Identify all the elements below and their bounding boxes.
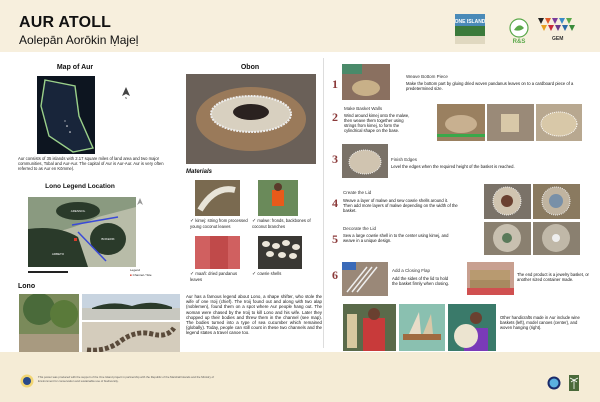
checkmark-icon: ✓	[252, 218, 257, 224]
sun-logo	[20, 374, 34, 393]
aur-map-image	[37, 76, 95, 154]
handicraft-photo-hanging	[448, 304, 496, 351]
step-4-photo-a	[484, 184, 531, 219]
step-2-photo-b	[487, 104, 534, 141]
material-photo-cowrie	[258, 236, 302, 269]
map-title: Map of Aur	[56, 64, 94, 71]
step-4-text: Weave a layer of malwe and sew cowrie shells around it. Then add more layers of malwe depending on the width of the basket.	[343, 198, 458, 213]
lono-title: Lono	[18, 283, 36, 290]
obon-basket-photo	[186, 74, 316, 164]
lono-tree-photo	[19, 294, 79, 356]
material-label-maan: ✓ maañ: dried pandanus leaves	[190, 271, 238, 282]
north-arrow-icon	[122, 86, 130, 104]
end-product-text: The end product is a jewelry basket, or another sized container made.	[517, 272, 589, 282]
step-2-photo-c	[536, 104, 582, 141]
step-2-title: Make Basket Walls	[344, 106, 383, 111]
compass-icon	[137, 193, 143, 211]
lono-map-title: Lono Legend Location	[45, 183, 115, 190]
map-legend: Legend ■ Channel / Site	[130, 268, 152, 277]
checkmark-icon: ✓	[190, 271, 195, 277]
handicraft-photo-wine-basket	[343, 304, 396, 351]
svg-text:N: N	[124, 96, 128, 99]
step-6-photo	[342, 262, 388, 296]
header	[0, 0, 600, 48]
page-subtitle: Aolepān Aorōkin Ṃajeḷ	[19, 33, 139, 47]
checkmark-icon: ✓	[252, 271, 257, 277]
column-divider	[323, 58, 324, 348]
step-3-photo	[342, 144, 388, 178]
step-5-text: Sew a large cowrie shell in to the center using kimej, and weave in a unique design.	[343, 233, 449, 243]
step-6-title: Add a Closing Flap	[392, 268, 431, 273]
footer-text: This poster was produced with the support of the One Island project in partnership with the Republic of the Marshall Islands and the Ministry of Environment for conservation and sustainable use of biodiversity.	[38, 375, 214, 383]
lono-beach-photo	[82, 294, 180, 320]
step-5-photo-b	[533, 222, 580, 255]
obon-title: Obon	[240, 64, 260, 71]
step-4-title: Create the Lid	[343, 190, 372, 195]
step-number-5: 5	[332, 232, 338, 246]
step-3-text: Level the edges when the required height of the basket is reached.	[391, 164, 515, 169]
step-1-text: Make the bottom part by gluing dried woven pandanus leaves on to a cardboard piece of a predetermined size.	[406, 81, 574, 91]
step-1-title: Weave Bottom Piece	[406, 74, 448, 79]
svg-text:R&S: R&S	[512, 39, 526, 44]
step-1-photo	[342, 64, 390, 100]
page-title: AUR ATOLL	[19, 14, 112, 31]
material-photo-maan	[195, 236, 240, 269]
lono-location-map	[28, 197, 136, 267]
material-label-kimej: ✓ kimej: string from processed young coconut leaves	[190, 218, 248, 229]
materials-title: Materials	[186, 169, 213, 175]
step-5-photo-a	[484, 222, 531, 255]
end-product-photo	[467, 262, 514, 295]
step-number-4: 4	[332, 196, 338, 210]
step-number-3: 3	[332, 152, 338, 166]
svg-text:ARENNOL: ARENNOL	[70, 209, 86, 213]
step-number-1: 1	[332, 77, 338, 91]
handicrafts-text: Other handicrafts made in Aur include wine baskets (left), model canoes (center), and woven hanging (right).	[500, 315, 580, 330]
handicraft-photo-canoe	[399, 304, 445, 351]
scale-bar	[28, 271, 68, 273]
material-label-cowrie: ✓ cowrie shells	[252, 271, 282, 277]
material-photo-kimej	[195, 180, 240, 216]
svg-text:ARBETO: ARBETO	[51, 252, 65, 256]
step-2-text: Wind around kimej onto the malwe, then weave them together using strings from kimej, to form the cylindrical shape on the base.	[344, 113, 410, 133]
rmi-logo	[508, 18, 530, 49]
palm-logo	[569, 375, 579, 396]
material-label-malwe: ✓ malwe: fronds, backbones of coconut branches	[252, 218, 311, 229]
svg-text:GEM: GEM	[552, 36, 564, 42]
step-6-text: Add the sides of the lid to hold the basket firmly when closing.	[392, 276, 450, 286]
step-5-title: Decorate the Lid	[343, 226, 377, 231]
step-number-6: 6	[332, 268, 338, 282]
svg-text:BOKERIK: BOKERIK	[101, 237, 115, 241]
material-photo-malwe	[258, 180, 298, 216]
map-caption: Aur consists of 35 islands with 2.17 square miles of land area and two major communities, Tobal and Aur-Aur. The capital of Aur is Aur-Aur. Aur is very often referred to as Aur en Kōmmeļ.	[18, 156, 164, 171]
one-island-logo	[455, 14, 485, 49]
step-4-photo-b	[533, 184, 580, 219]
svg-text:ONE ISLAND: ONE ISLAND	[455, 19, 485, 25]
globe-logo	[547, 376, 561, 395]
step-2-photo-a	[437, 104, 485, 141]
gem-logo	[536, 16, 580, 49]
legend-text: Aur has a famous legend about Lono, a shape shifter, who stole the wife of one Iroij (chief). The Iroij found out and along with two alap (noblemen), found them on a spot where Aur people hang out. The woman were chased by the Iroij to kill Lono and his wife. Later they chopped up their bodies and threw them in the channel (see map). The bodies turned into a type of sea cucumber which remained (globally). Today, people can still count in these two channels and the legend states a travel canoe too.	[186, 294, 322, 336]
sea-cucumber-photo	[82, 322, 180, 356]
step-number-2: 2	[332, 110, 338, 124]
checkmark-icon: ✓	[190, 218, 195, 224]
step-3-title: Finish Edges	[391, 157, 418, 162]
